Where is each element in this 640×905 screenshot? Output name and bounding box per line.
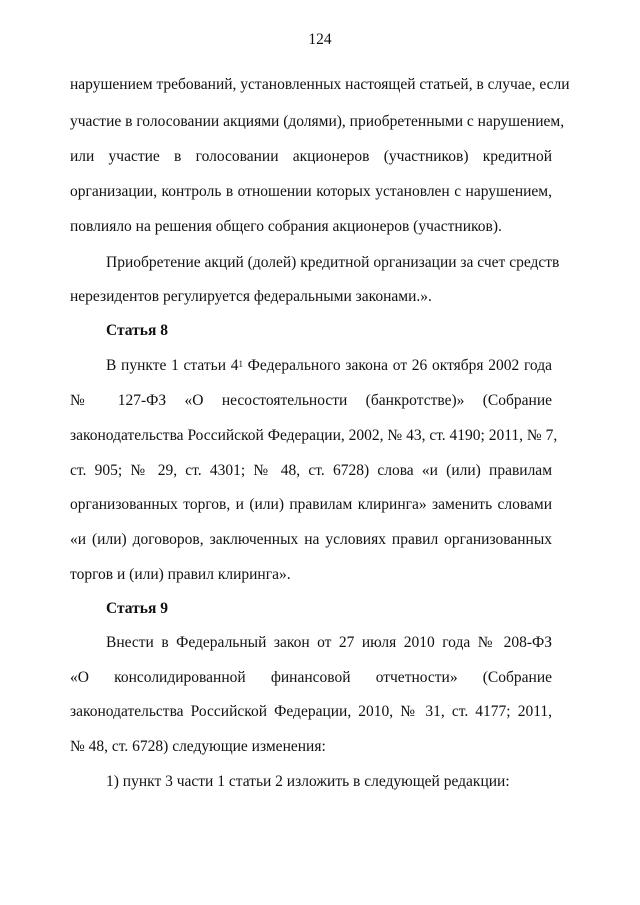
body-line: № 48, ст. 6728) следующие изменения: — [70, 738, 326, 755]
body-text: В пункте 1 статьи 4 — [106, 357, 239, 374]
body-line: нарушением требований, установленных настоящей статьей, в случае, если — [70, 76, 570, 93]
article-heading: Статья 9 — [106, 600, 168, 617]
body-line: № 127-ФЗ «О несостоятельности (банкротстве)» (Собрание — [70, 392, 552, 409]
body-line: организованных торгов, и (или) правилам клиринга» заменить словами — [70, 496, 552, 513]
body-line: торгов и (или) правил клиринга». — [70, 566, 291, 583]
body-line: Приобретение акций (долей) кредитной организации за счет средств — [106, 254, 560, 271]
body-text: Федерального закона от 26 октября 2002 года — [242, 357, 552, 374]
body-line — [106, 357, 552, 375]
body-line: нерезидентов регулируется федеральными законами.». — [70, 288, 432, 305]
body-line: законодательства Российской Федерации, 2002, № 43, ст. 4190; 2011, № 7, — [70, 427, 558, 444]
body-line: законодательства Российской Федерации, 2010, № 31, ст. 4177; 2011, — [70, 703, 552, 720]
body-line: Внести в Федеральный закон от 27 июля 2010 года № 208-ФЗ — [106, 634, 552, 651]
body-line: участие в голосовании акциями (долями), приобретенными с нарушением, — [70, 113, 565, 130]
body-line: организации, контроль в отношении которых установлен с нарушением, — [70, 183, 552, 200]
body-line: «и (или) договоров, заключенных на условиях правил организованных — [70, 531, 552, 548]
body-line: ст. 905; № 29, ст. 4301; № 48, ст. 6728) слова «и (или) правилам — [70, 462, 552, 479]
body-line: или участие в голосовании акционеров (участников) кредитной — [70, 148, 552, 165]
body-line: повлияло на решения общего собрания акционеров (участников). — [70, 218, 502, 235]
superscript: 1 — [238, 359, 243, 369]
article-heading: Статья 8 — [106, 322, 168, 339]
page-number: 124 — [308, 31, 332, 48]
body-line: «О консолидированной финансовой отчетности» (Собрание — [70, 669, 552, 686]
body-line: 1) пункт 3 части 1 статьи 2 изложить в следующей редакции: — [106, 773, 510, 790]
